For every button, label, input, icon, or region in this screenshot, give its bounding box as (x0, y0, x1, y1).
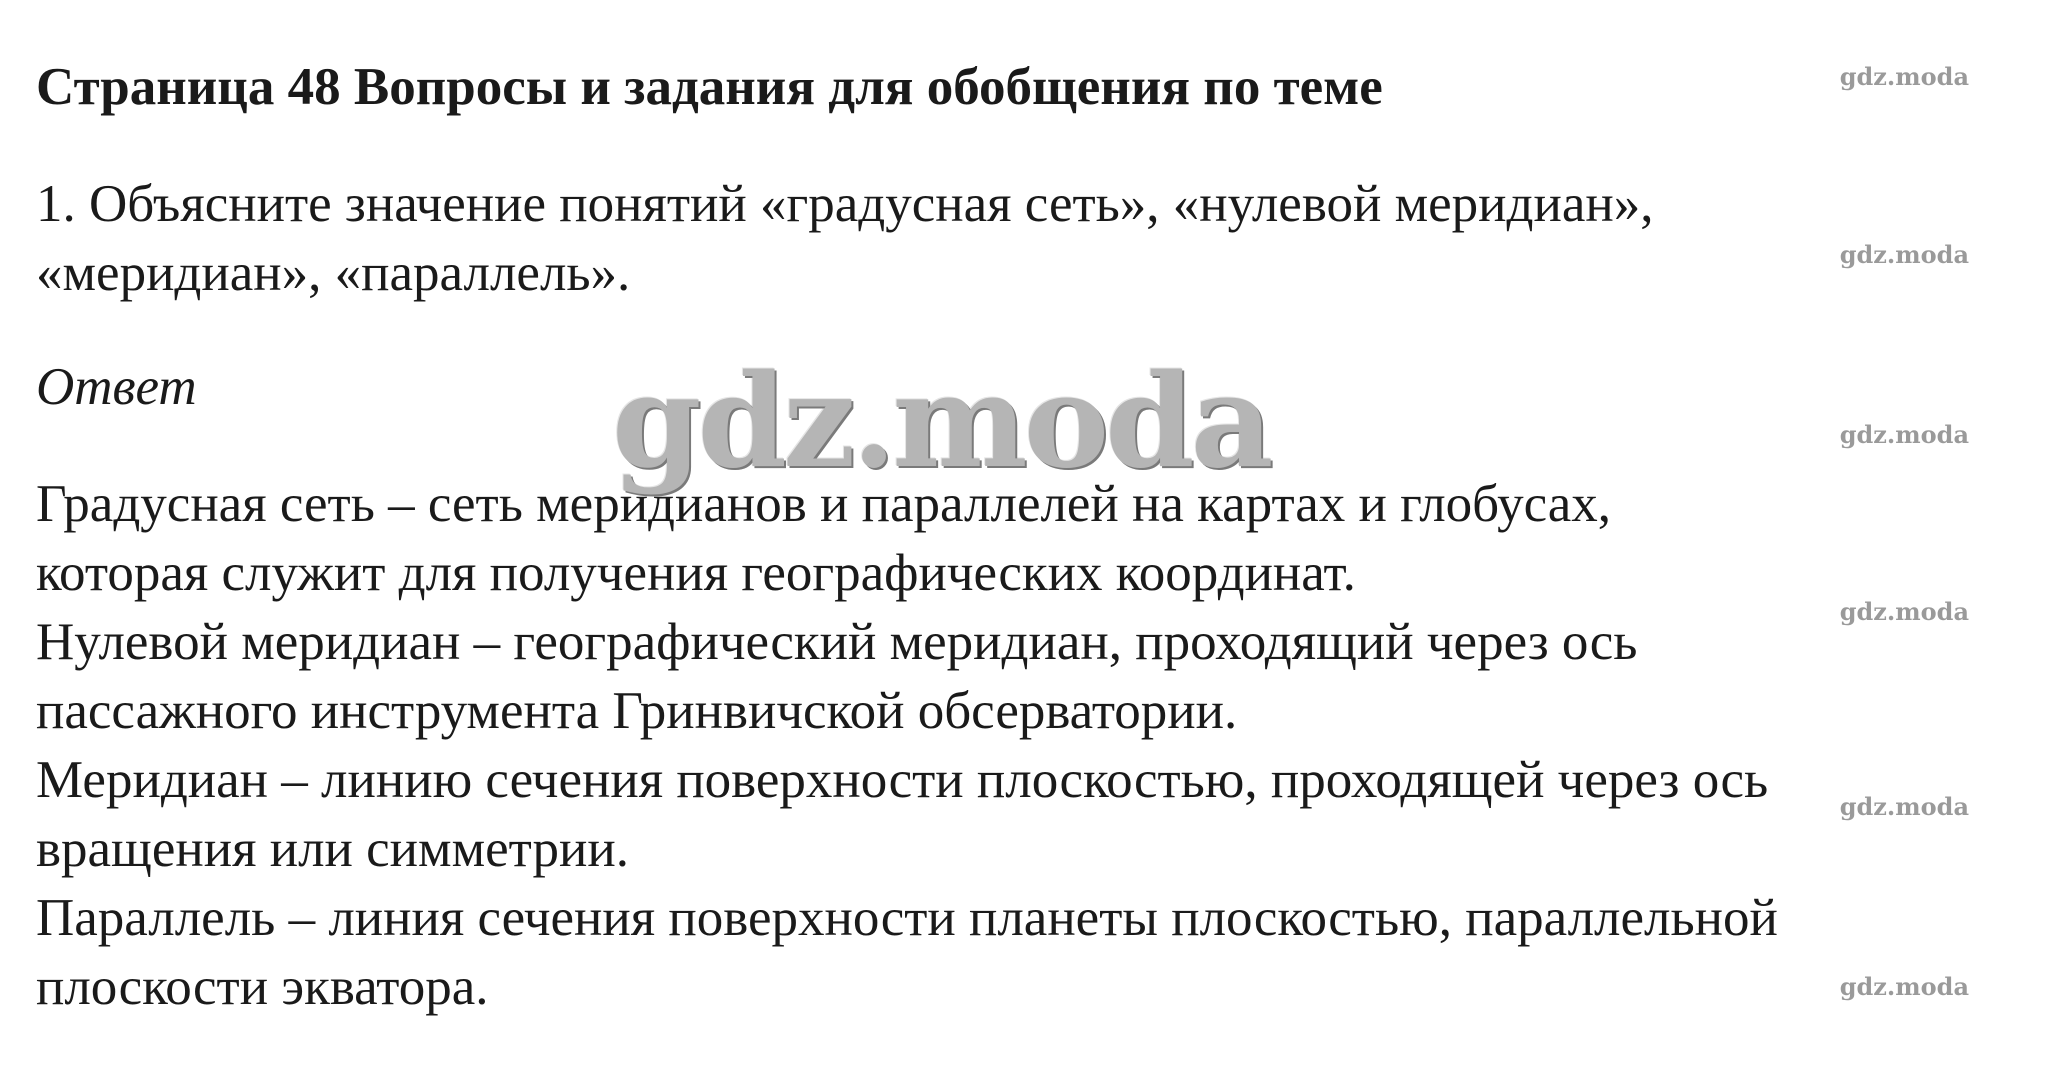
watermark-small: gdz.moda (1839, 792, 1969, 821)
answer-line: Меридиан – линию сечения поверхности плоскостью, проходящей через ось (36, 751, 1769, 809)
watermark-small: gdz.moda (1839, 597, 1969, 626)
answer-text (36, 470, 2026, 1022)
answer-line: Градусная сеть – сеть меридианов и параллелей на картах и глобусах, (36, 475, 1612, 533)
answer-line: которая служит для получения географических координат. (36, 544, 1356, 602)
watermark-small: gdz.moda (1839, 420, 1969, 449)
answer-line: плоскости экватора. (36, 958, 489, 1016)
watermark-small: gdz.moda (1839, 972, 1969, 1001)
answer-line: Нулевой меридиан – географический меридиан, проходящий через ось (36, 613, 1638, 671)
answer-line: вращения или симметрии. (36, 820, 629, 878)
answer-line: Параллель – линия сечения поверхности планеты плоскостью, параллельной (36, 889, 1778, 947)
answer-line: пассажного инструмента Гринвичской обсерватории. (36, 682, 1238, 740)
watermark-large: gdz.moda (612, 347, 1270, 497)
question-line: «меридиан», «параллель». (36, 244, 631, 302)
question-text (36, 170, 1966, 308)
question-line: 1. Объясните значение понятий «градусная сеть», «нулевой меридиан», (36, 175, 1654, 233)
watermark-small: gdz.moda (1839, 62, 1969, 91)
watermark-small: gdz.moda (1839, 240, 1969, 269)
answer-label: Ответ (36, 358, 197, 416)
page-title: Страница 48 Вопросы и задания для обобщения по теме (36, 58, 1383, 116)
